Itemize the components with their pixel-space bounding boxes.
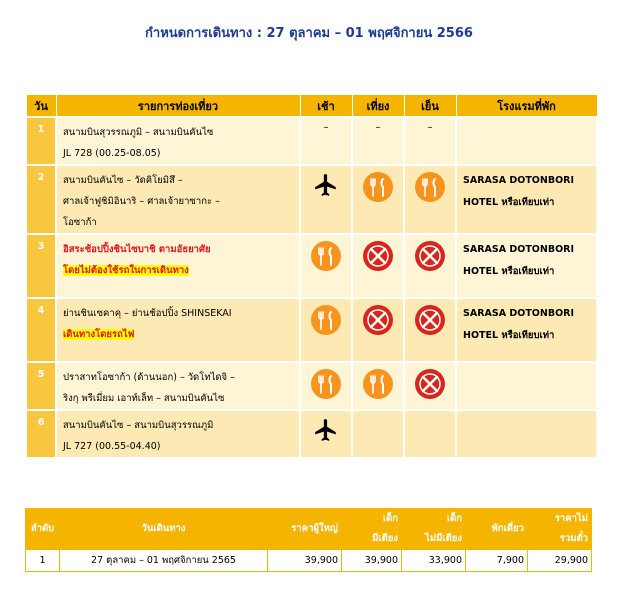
price-header-text: มีเตียง	[372, 533, 398, 544]
program-cell	[56, 165, 300, 234]
header-lunch: เที่ยง	[352, 95, 404, 118]
program-line: โอซาก้า	[63, 217, 97, 228]
no-meal-icon	[362, 240, 394, 272]
hotel-line: HOTEL หรือเทียบเท่า	[463, 197, 555, 208]
no-meal-icon	[414, 368, 446, 400]
header-day: วัน	[26, 95, 56, 118]
plane-icon	[313, 172, 339, 201]
price-table	[25, 508, 592, 572]
program-line: JL 727 (00.55-04.40)	[63, 441, 161, 452]
price-header-2	[268, 509, 342, 550]
itinerary-row	[26, 362, 597, 410]
no-meal-icon	[414, 304, 446, 336]
hotel-cell	[456, 410, 597, 458]
day-cell	[26, 298, 56, 362]
dinner-cell	[404, 362, 456, 410]
price-header-text: รวมตั๋ว	[559, 533, 588, 544]
dinner-cell	[404, 117, 456, 165]
meal-icon	[310, 240, 342, 272]
price-header-text: ราคาไม่	[554, 513, 588, 524]
day-number: 6	[37, 417, 45, 428]
program-line: ย่านชินเซคาคุ – ย่านช้อปปิ้ง SHINSEKAI	[63, 308, 232, 319]
price-header-text: ลำดับ	[30, 523, 55, 534]
program-cell	[56, 298, 300, 362]
price-header-1	[60, 509, 268, 550]
program-line: อิสระช้อปปิ้งชินไซบาชิ ตามอัธยาศัย	[63, 244, 211, 255]
hotel-cell	[456, 298, 597, 362]
lunch-cell	[352, 298, 404, 362]
header-breakfast: เช้า	[300, 95, 352, 118]
program-line: ปราสาทโอซาก้า (ด้านนอก) – วัดโทไดจิ –	[63, 372, 235, 383]
program-highlight: โดยไม่ต้องใช้รถในการเดินทาง	[63, 265, 189, 276]
program-highlight-line	[63, 324, 295, 345]
program-line: สนามบินสุวรรณภูมิ – สนามบินคันไซ	[63, 127, 214, 138]
program-highlight-line	[63, 260, 295, 281]
price-cell: 39,900	[268, 550, 342, 572]
lunch-cell	[352, 117, 404, 165]
program-cell	[56, 117, 300, 165]
price-cell: 1	[26, 550, 60, 572]
day-number: 4	[37, 305, 45, 316]
hotel-line: SARASA DOTONBORI	[463, 244, 574, 255]
day-cell	[26, 165, 56, 234]
program-line: สนามบินคันไซ – วัดคิโยมิสึ –	[63, 175, 183, 186]
price-cell: 27 ตุลาคม – 01 พฤศจิกายน 2565	[60, 550, 268, 572]
itinerary-row	[26, 234, 597, 298]
program-line: ริงกุ พรีเมี่ยม เอาท์เล็ท – สนามบินคันไซ	[63, 393, 225, 404]
hotel-line: SARASA DOTONBORI	[463, 175, 574, 186]
plane-icon	[313, 417, 339, 446]
breakfast-cell	[300, 117, 352, 165]
day-number: 1	[37, 124, 45, 135]
no-meal-icon	[362, 304, 394, 336]
no-service-dash: –	[375, 122, 381, 133]
price-cell: 33,900	[402, 550, 466, 572]
no-service-dash: –	[427, 122, 433, 133]
price-header-text: ไม่มีเตียง	[425, 533, 462, 544]
breakfast-cell	[300, 298, 352, 362]
breakfast-cell	[300, 234, 352, 298]
itinerary-row	[26, 298, 597, 362]
day-cell	[26, 234, 56, 298]
lunch-cell	[352, 362, 404, 410]
no-meal-icon	[414, 240, 446, 272]
dinner-cell	[404, 410, 456, 458]
program-line: JL 728 (00.25-08.05)	[63, 148, 161, 159]
price-cell: 29,900	[528, 550, 592, 572]
program-line: สนามบินคันไซ – สนามบินสุวรรณภูมิ	[63, 420, 214, 431]
breakfast-cell	[300, 362, 352, 410]
program-cell	[56, 410, 300, 458]
price-header-text: ราคาผู้ใหญ่	[291, 523, 338, 534]
page-title: กำหนดการเดินทาง : 27 ตุลาคม – 01 พฤศจิกายน 2566	[145, 26, 473, 41]
itinerary-row	[26, 165, 597, 234]
dinner-cell	[404, 234, 456, 298]
no-service-dash: –	[323, 122, 329, 133]
header-dinner: เย็น	[404, 95, 456, 118]
itinerary-table	[25, 94, 598, 459]
price-header-4	[402, 509, 466, 550]
price-cell: 39,900	[342, 550, 402, 572]
price-header-row	[26, 509, 592, 550]
program-highlight: เดินทางโดยรถไฟ	[63, 329, 135, 340]
hotel-cell	[456, 362, 597, 410]
meal-icon	[362, 368, 394, 400]
hotel-cell	[456, 117, 597, 165]
breakfast-cell	[300, 410, 352, 458]
itinerary-row	[26, 410, 597, 458]
program-line: ศาลเจ้าฟูชิมิอินาริ – ศาลเจ้ายาซากะ –	[63, 196, 220, 207]
meal-icon	[362, 171, 394, 203]
price-header-text: เด็ก	[446, 513, 462, 524]
day-number: 2	[37, 172, 45, 183]
lunch-cell	[352, 410, 404, 458]
program-cell	[56, 234, 300, 298]
header-hotel: โรงแรมที่พัก	[456, 95, 597, 118]
hotel-line: SARASA DOTONBORI	[463, 308, 574, 319]
hotel-line: HOTEL หรือเทียบเท่า	[463, 330, 555, 341]
day-cell	[26, 410, 56, 458]
price-header-0	[26, 509, 60, 550]
lunch-cell	[352, 234, 404, 298]
hotel-cell	[456, 234, 597, 298]
price-header-5	[466, 509, 528, 550]
price-header-text: วันเดินทาง	[141, 523, 186, 534]
hotel-line: HOTEL หรือเทียบเท่า	[463, 266, 555, 277]
price-cell: 7,900	[466, 550, 528, 572]
program-cell	[56, 362, 300, 410]
meal-icon	[310, 304, 342, 336]
dinner-cell	[404, 165, 456, 234]
price-header-text: พักเดี่ยว	[491, 523, 524, 534]
price-header-6	[528, 509, 592, 550]
dinner-cell	[404, 298, 456, 362]
day-cell	[26, 117, 56, 165]
price-header-3	[342, 509, 402, 550]
meal-icon	[310, 368, 342, 400]
meal-icon	[414, 171, 446, 203]
day-number: 3	[37, 241, 45, 252]
price-header-text: เด็ก	[382, 513, 398, 524]
day-number: 5	[37, 369, 45, 380]
itinerary-header-row	[26, 95, 597, 118]
lunch-cell	[352, 165, 404, 234]
price-row	[26, 550, 592, 572]
breakfast-cell	[300, 165, 352, 234]
header-program: รายการท่องเที่ยว	[56, 95, 300, 118]
itinerary-row	[26, 117, 597, 165]
hotel-cell	[456, 165, 597, 234]
day-cell	[26, 362, 56, 410]
